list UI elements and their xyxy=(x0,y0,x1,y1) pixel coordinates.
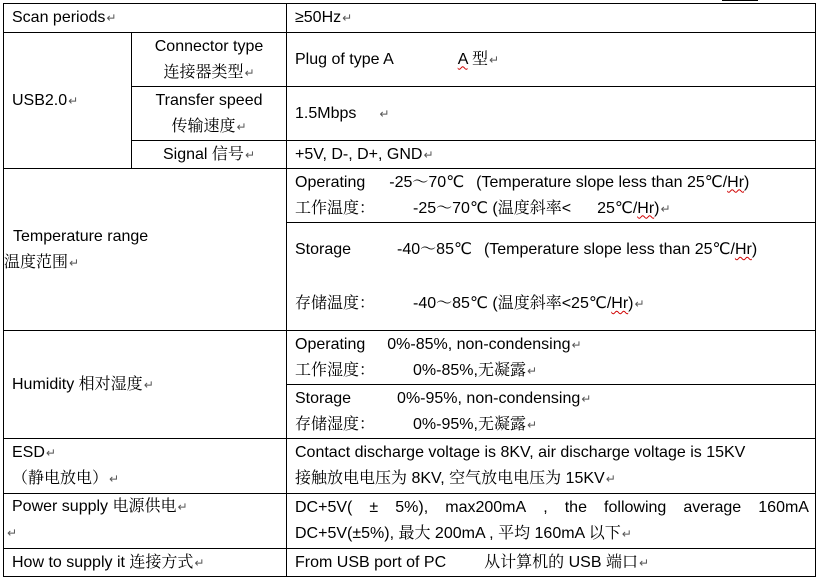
value-scan-periods: ≥50Hz↵ xyxy=(287,4,816,33)
row-temperature-operating xyxy=(4,169,816,223)
label-scan-periods: Scan periods↵ xyxy=(4,4,287,33)
value-power-supply: DC+5V( ± 5%), max200mA , the following average 160mA DC+5V(±5%), 最大 200mA , 平均 160mA 以下↵ xyxy=(287,494,816,549)
value-esd: Contact discharge voltage is 8KV, air discharge voltage is 15KV 接触放电电压为 8KV, 空气放电电压为 15KV↵ xyxy=(287,439,816,494)
row-how-to-supply xyxy=(4,549,816,577)
power-supply-justified-line: DC+5V( ± 5%), max200mA , the following average 160mA xyxy=(295,499,809,516)
spec-table-wrapper xyxy=(3,3,816,577)
value-how-to-supply: From USB port of PC 从计算机的 USB 端口↵ xyxy=(287,549,816,577)
label-temperature-range: Temperature range 温度范围↵ xyxy=(4,169,287,331)
value-signal: +5V, D-, D+, GND↵ xyxy=(287,141,816,169)
spec-table xyxy=(3,3,816,577)
value-humidity-storage: Storage 0%-95%, non-condensing↵ 存储湿度： 0%-95%,无凝露↵ xyxy=(287,385,816,439)
label-how-to-supply: How to supply it 连接方式↵ xyxy=(4,549,287,577)
label-connector-type: Connector type 连接器类型↵ xyxy=(132,33,287,87)
row-scan-periods xyxy=(4,4,816,33)
label-signal: Signal 信号↵ xyxy=(132,141,287,169)
value-temperature-storage: Storage -40～85℃ (Temperature slope less than 25℃/Hr) 存储温度： -40～85℃ (温度斜率<25℃/Hr)↵ xyxy=(287,223,816,331)
label-transfer-speed: Transfer speed 传输速度↵ xyxy=(132,87,287,141)
value-transfer-speed: 1.5Mbps ↵ xyxy=(287,87,816,141)
value-connector-type: Plug of type A A 型↵ xyxy=(287,33,816,87)
top-edge-line xyxy=(722,0,758,1)
row-power-supply xyxy=(4,494,816,549)
row-usb-connector xyxy=(4,33,816,87)
label-usb: USB2.0↵ xyxy=(4,33,132,169)
row-humidity-operating xyxy=(4,331,816,385)
value-temperature-operating: Operating -25～70℃ (Temperature slope less than 25℃/Hr) 工作温度： -25～70℃ (温度斜率< 25℃/Hr)↵ xyxy=(287,169,816,223)
row-esd xyxy=(4,439,816,494)
label-power-supply: Power supply 电源供电↵ ↵ xyxy=(4,494,287,549)
value-humidity-operating: Operating 0%-85%, non-condensing↵ 工作湿度： 0%-85%,无凝露↵ xyxy=(287,331,816,385)
label-humidity: Humidity 相对湿度↵ xyxy=(4,331,287,439)
label-esd: ESD↵ （静电放电）↵ xyxy=(4,439,287,494)
